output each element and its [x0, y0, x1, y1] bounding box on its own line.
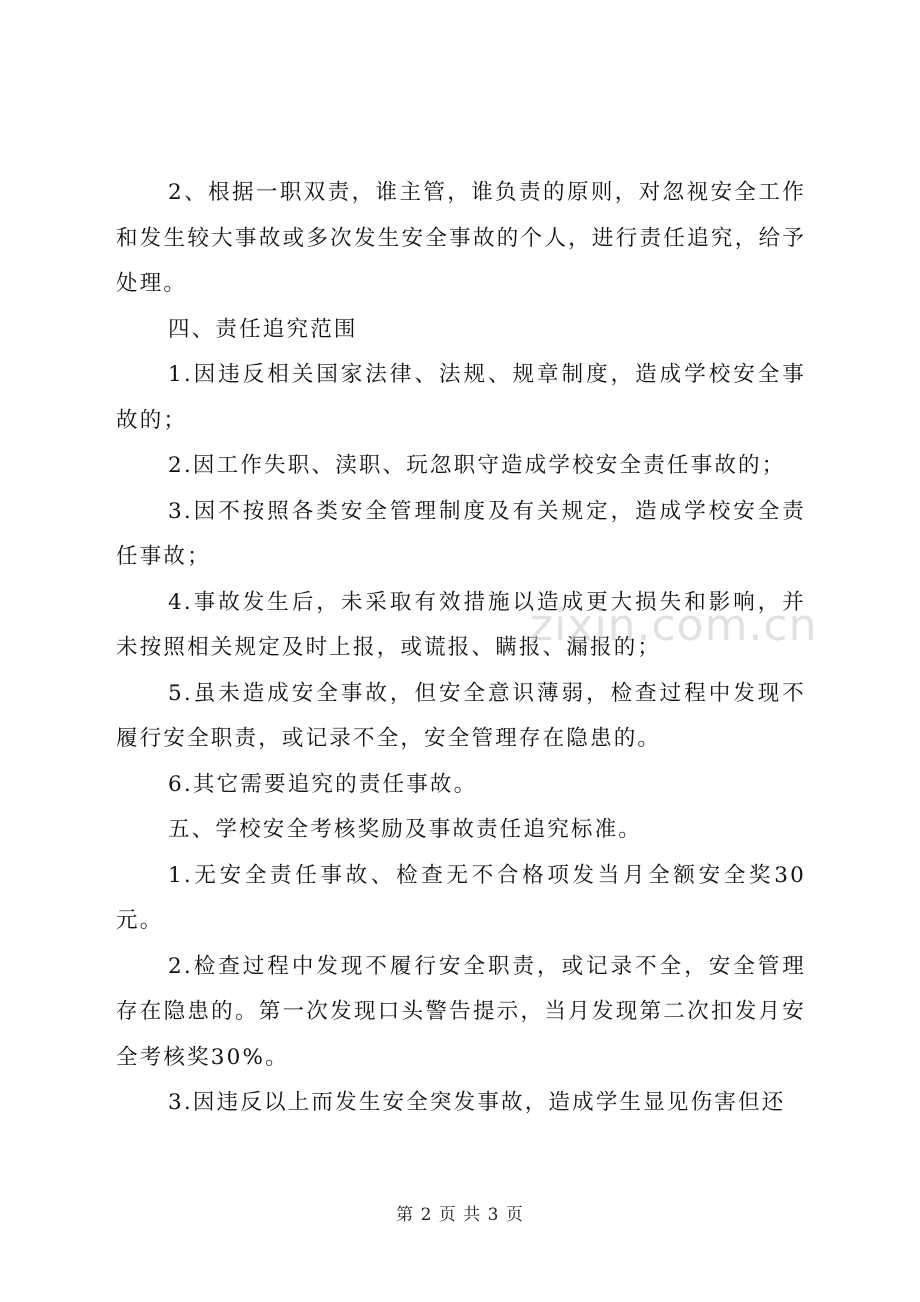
paragraph: 4.事故发生后，未采取有效措施以造成更大损失和影响，并未按照相关规定及时上报，或谎报、瞒报、漏报的；	[116, 589, 806, 660]
paragraph: 5.虽未造成安全事故，但安全意识薄弱，检查过程中发现不履行安全职责，或记录不全，安全管理存在隐患的。	[116, 680, 806, 751]
paragraph: 1.无安全责任事故、检查无不合格项发当月全额安全奖30元。	[116, 862, 806, 933]
paragraph: 2.检查过程中发现不履行安全职责，或记录不全，安全管理存在隐患的。第一次发现口头警告提示，当月发现第二次扣发月安全考核奖30%。	[116, 953, 806, 1070]
watermark: zixin.com.cn	[530, 600, 818, 651]
paragraph: 3.因违反以上而发生安全突发事故，造成学生显见伤害但还	[168, 1090, 786, 1115]
document-body	[116, 170, 806, 1126]
paragraph: 3.因不按照各类安全管理制度及有关规定，造成学校安全责任事故；	[116, 498, 806, 569]
paragraph: 2、根据一职双责，谁主管，谁负责的原则，对忽视安全工作和发生较大事故或多次发生安全事故的个人，进行责任追究，给予处理。	[116, 180, 806, 296]
section-heading: 五、学校安全考核奖励及事故责任追究标准。	[168, 817, 643, 842]
section-heading: 四、责任追究范围	[168, 316, 358, 342]
paragraph: 1.因违反相关国家法律、法规、规章制度，造成学校安全事故的；	[116, 362, 806, 433]
page-footer: 第 2 页 共 3 页	[396, 1205, 524, 1225]
paragraph: 2.因工作失职、渎职、玩忽职守造成学校安全责任事故的；	[168, 453, 786, 478]
paragraph: 6.其它需要追究的责任事故。	[168, 771, 478, 797]
